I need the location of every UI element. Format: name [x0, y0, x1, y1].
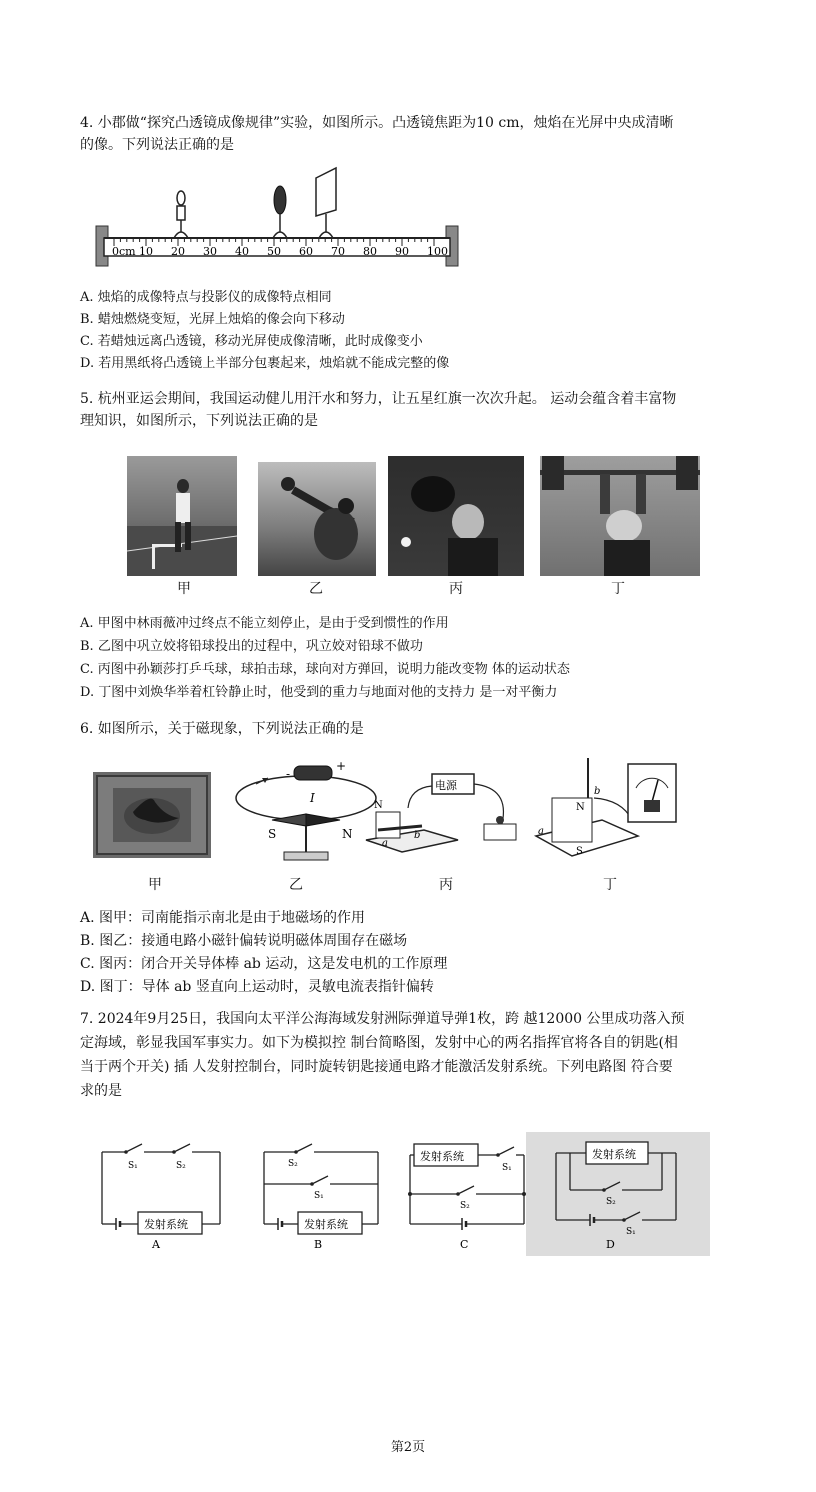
generator-experiment-figure: [522, 758, 682, 870]
q4-option-c: C. 若蜡烛远离凸透镜，移动光屏使成像清晰，此时成像变小: [80, 334, 423, 349]
ruler-tick-label: 80: [363, 245, 377, 258]
circuit-a-label: A: [152, 1238, 160, 1251]
q7-stem-line3: 当于两个开关) 插 人发射控制台，同时旋转钥匙接通电路才能激活发射系统。下列电路图 符合要: [80, 1059, 673, 1075]
battery-plus-label: +: [336, 759, 347, 773]
optical-bench-figure: [80, 160, 470, 275]
circuit-d-label: D: [606, 1238, 615, 1251]
ruler-tick-label: 0cm: [112, 245, 136, 258]
circuit-d: [526, 1132, 710, 1256]
photo-sinan-compass: [93, 772, 211, 858]
q5-caption-bing: 丙: [449, 581, 463, 597]
ruler-tick-label: 100: [427, 245, 448, 258]
needle-n-label: N: [342, 827, 353, 841]
q5-option-c: C. 丙图中孙颖莎打乒乓球，球拍击球，球向对方弹回，说明力能改变物 体的运动状态: [80, 662, 570, 677]
launch-system-label: 发射系统: [144, 1218, 188, 1231]
ruler-tick-label: 30: [203, 245, 217, 258]
switch-s1-label-b: S₁: [314, 1191, 324, 1201]
q6-caption-ding: 丁: [603, 877, 617, 893]
q6-option-d: D. 图丁：导体 ab 竖直向上运动时，灵敏电流表指针偏转: [80, 979, 434, 995]
circuit-c: [404, 1136, 532, 1252]
q5-stem-line1: 5. 杭州亚运会期间，我国运动健儿用汗水和努力，让五星红旗一次次升起。 运动会蕴含着丰富物: [80, 391, 677, 407]
current-label: I: [310, 791, 315, 805]
ruler-tick-label: 10: [139, 245, 153, 258]
q4-option-a: A. 烛焰的成像特点与投影仪的成像特点相同: [80, 290, 332, 305]
q6-caption-bing: 丙: [439, 877, 453, 893]
rod-b-label: b: [414, 830, 421, 841]
battery-minus-label: -: [286, 767, 291, 781]
q6-caption-yi: 乙: [289, 877, 303, 893]
ruler-tick-label: 60: [299, 245, 313, 258]
q7-stem-line1: 7. 2024年9月25日，我国向太平洋公海海域发射洲际弹道导弹1枚，跨 越12000 公里成功落入预: [80, 1011, 685, 1027]
photo-weightlifting: [540, 456, 700, 576]
motor-experiment-figure: [362, 768, 520, 868]
q6-caption-jia: 甲: [148, 877, 162, 893]
q4-stem-line2: 的像。下列说法正确的是: [80, 137, 234, 153]
q4-option-b: B. 蜡烛燃烧变短，光屏上烛焰的像会向下移动: [80, 312, 345, 327]
switch-s2-label: S₂: [176, 1161, 186, 1171]
switch-s2-label-c: S₂: [460, 1201, 470, 1211]
circuit-a: [96, 1136, 234, 1252]
switch-s1-label-d: S₁: [626, 1227, 636, 1237]
q5-option-b: B. 乙图中巩立姣将铅球投出的过程中，巩立姣对铅球不做功: [80, 639, 423, 654]
q7-stem-line4: 求的是: [80, 1083, 122, 1099]
launch-system-label-d: 发射系统: [592, 1148, 636, 1161]
launch-system-label-b: 发射系统: [304, 1218, 348, 1231]
photo-table-tennis: [388, 456, 524, 576]
magnet-s-label-2: S: [576, 846, 583, 857]
photo-hurdle-runner: [127, 456, 237, 576]
magnet-n-label: N: [374, 800, 383, 811]
q4-option-d: D. 若用黑纸将凸透镜上半部分包裹起来，烛焰就不能成完整的像: [80, 356, 450, 371]
ruler-tick-label: 20: [171, 245, 185, 258]
q5-option-a: A. 甲图中林雨薇冲过终点不能立刻停止，是由于受到惯性的作用: [80, 616, 449, 631]
galvanometer-icon: [628, 764, 676, 822]
power-supply-label: 电源: [435, 779, 457, 792]
q4-stem-line1: 4. 小郡做“探究凸透镜成像规律”实验，如图所示。凸透镜焦距为10 cm，烛焰在光屏中央成清晰: [80, 115, 674, 131]
rod-a-label-2: a: [538, 826, 544, 837]
page-number: 第2页: [390, 1440, 426, 1455]
switch-s2-label-b: S₂: [288, 1159, 298, 1169]
oersted-experiment-figure: [232, 758, 380, 870]
ruler-tick-label: 50: [267, 245, 281, 258]
q5-option-d: D. 丁图中刘焕华举着杠铃静止时，他受到的重力与地面对他的支持力 是一对平衡力: [80, 685, 558, 700]
circuit-b-label: B: [314, 1238, 323, 1251]
circuit-b: [258, 1136, 386, 1252]
q5-caption-ding: 丁: [611, 581, 625, 597]
photo-shot-put: [258, 462, 376, 576]
rod-b-label-2: b: [594, 786, 601, 797]
q6-stem: 6. 如图所示，关于磁现象，下列说法正确的是: [80, 721, 364, 737]
ruler-tick-label: 90: [395, 245, 409, 258]
circuit-c-label: C: [460, 1238, 469, 1251]
ruler-tick-label: 40: [235, 245, 249, 258]
q5-caption-jia: 甲: [177, 581, 191, 597]
switch-s1-label-c: S₁: [502, 1163, 512, 1173]
ruler-tick-label: 70: [331, 245, 345, 258]
needle-s-label: S: [268, 827, 277, 841]
rod-a-label: a: [382, 838, 388, 849]
launch-system-label-c: 发射系统: [420, 1150, 464, 1163]
q6-option-b: B. 图乙：接通电路小磁针偏转说明磁体周围存在磁场: [80, 933, 408, 949]
switch-s1-label: S₁: [128, 1161, 138, 1171]
magnet-n-label-2: N: [576, 802, 585, 813]
q6-option-c: C. 图丙：闭合开关导体棒 ab 运动，这是发电机的工作原理: [80, 956, 448, 972]
q5-stem-line2: 理知识，如图所示，下列说法正确的是: [80, 413, 318, 429]
q7-stem-line2: 定海域，彰显我国军事实力。如下为模拟控 制台简略图，发射中心的两名指挥官将各自的钥匙(相: [80, 1035, 678, 1051]
switch-s2-label-d: S₂: [606, 1197, 616, 1207]
q6-option-a: A. 图甲：司南能指示南北是由于地磁场的作用: [80, 910, 366, 926]
q5-caption-yi: 乙: [309, 581, 323, 597]
